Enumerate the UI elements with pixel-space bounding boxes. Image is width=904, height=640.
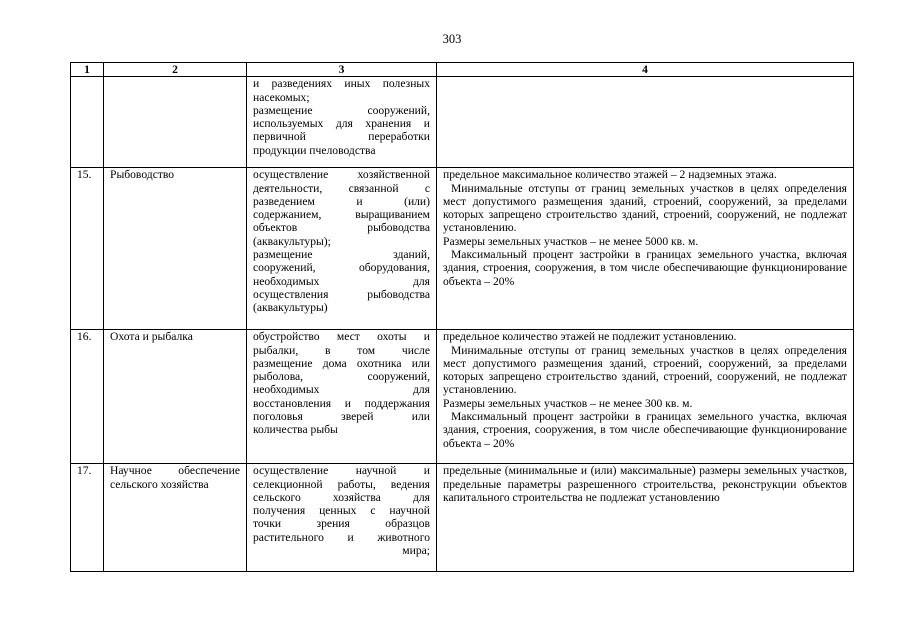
- row-number: 17.: [71, 464, 104, 572]
- use-description: [247, 168, 437, 330]
- use-description: [247, 330, 437, 464]
- regulations-table: [70, 62, 854, 572]
- parameter-paragraph: Максимальный процент застройки в границах земельного участка, включая здания, строения, сооружения, в том числе обеспечивающие функционирование объекта – 20%: [443, 248, 847, 288]
- text-line: первичной переработки: [253, 130, 430, 144]
- text-line: размещение сооружений,: [253, 103, 430, 117]
- table-row: [71, 330, 854, 464]
- column-header: 2: [104, 63, 247, 77]
- column-header: 4: [437, 63, 854, 77]
- column-header: 1: [71, 63, 104, 77]
- text-line: насекомых;: [253, 90, 310, 104]
- column-header: 3: [247, 63, 437, 77]
- text-line: сельского хозяйства для: [253, 490, 430, 504]
- parameters: [437, 330, 854, 464]
- text-line: продукции пчеловодства: [253, 143, 376, 157]
- parameter-paragraph: предельные (минимальные и (или) максимальные) размеры земельных участков, предельные параметры разрешенного строительства, реконструкции объектов капитального строительства не подлежат установлению: [443, 464, 847, 504]
- text-line: осуществление хозяйственной: [253, 168, 430, 182]
- text-line: содержанием, выращиванием: [253, 208, 430, 222]
- parameters: [437, 464, 854, 572]
- text-line: мира;: [402, 544, 430, 558]
- use-type-name: [104, 77, 247, 168]
- parameter-paragraph: Размеры земельных участков – не менее 5000 кв. м.: [443, 234, 699, 248]
- row-number: 16.: [71, 330, 104, 464]
- page-number: 303: [442, 32, 462, 46]
- text-line: (аквакультуры): [253, 301, 328, 315]
- text-line: обустройство мест охоты и: [253, 330, 430, 344]
- parameter-paragraph: предельное максимальное количество этажей – 2 надземных этажа.: [443, 168, 777, 182]
- table-header-row: [71, 63, 854, 77]
- text-line: точки зрения образцов: [253, 517, 430, 531]
- table-row: [71, 168, 854, 330]
- text-line: сооружений, оборудования,: [253, 261, 430, 275]
- text-line: количества рыбы: [253, 423, 338, 437]
- parameters: [437, 168, 854, 330]
- text-line: получения ценных с научной: [253, 504, 430, 518]
- table-row: [71, 77, 854, 168]
- parameter-paragraph: Минимальные отступы от границ земельных участков в целях определения мест допустимого размещения зданий, строений, сооружений, за пределами которых запрещено строительство зданий, строений, сооружений, не подлежат установлению.: [443, 343, 847, 397]
- text-line: поголовья зверей или: [253, 410, 430, 424]
- use-type-name: Охота и рыбалка: [104, 330, 247, 464]
- text-line: разведением и (или): [253, 194, 430, 208]
- row-number: 15.: [71, 168, 104, 330]
- text-line: рыбалки, в том числе: [253, 343, 430, 357]
- text-line: размещение зданий,: [253, 248, 430, 262]
- use-type-name: Рыбоводство: [104, 168, 247, 330]
- text-line: необходимых для: [253, 383, 430, 397]
- use-description: [247, 77, 437, 168]
- text-line: и разведениях иных полезных: [253, 77, 430, 91]
- text-line: размещение дома охотника или: [253, 356, 430, 370]
- text-line: необходимых для: [253, 274, 430, 288]
- text-line: осуществления рыбоводства: [253, 287, 430, 301]
- text-line: восстановления и поддержания: [253, 396, 430, 410]
- parameters: [437, 77, 854, 168]
- text-line: селекционной работы, ведения: [253, 477, 430, 491]
- parameter-paragraph: предельное количество этажей не подлежит установлению.: [443, 330, 737, 344]
- text-line: (аквакультуры);: [253, 234, 331, 248]
- parameter-paragraph: Максимальный процент застройки в границах земельного участка, включая здания, строения, сооружения, в том числе обеспечивающие функционирование объекта – 20%: [443, 410, 847, 450]
- table-row: [71, 464, 854, 572]
- text-line: осуществление научной и: [253, 464, 430, 478]
- row-number: [71, 77, 104, 168]
- text-line: рыболова, сооружений,: [253, 370, 430, 384]
- parameter-paragraph: Размеры земельных участков – не менее 300 кв. м.: [443, 396, 693, 410]
- text-line: деятельности, связанной с: [253, 181, 430, 195]
- use-description: [247, 464, 437, 572]
- parameter-paragraph: Минимальные отступы от границ земельных участков в целях определения мест допустимого размещения зданий, строений, сооружений, за пределами которых запрещено строительство зданий, строений, сооружений, не подлежат установлению.: [443, 181, 847, 235]
- text-line: растительного и животного: [253, 530, 430, 544]
- text-line: используемых для хранения и: [253, 117, 430, 131]
- use-type-name: Научное обеспечение сельского хозяйства: [104, 464, 247, 572]
- text-line: объектов рыбоводства: [253, 221, 430, 235]
